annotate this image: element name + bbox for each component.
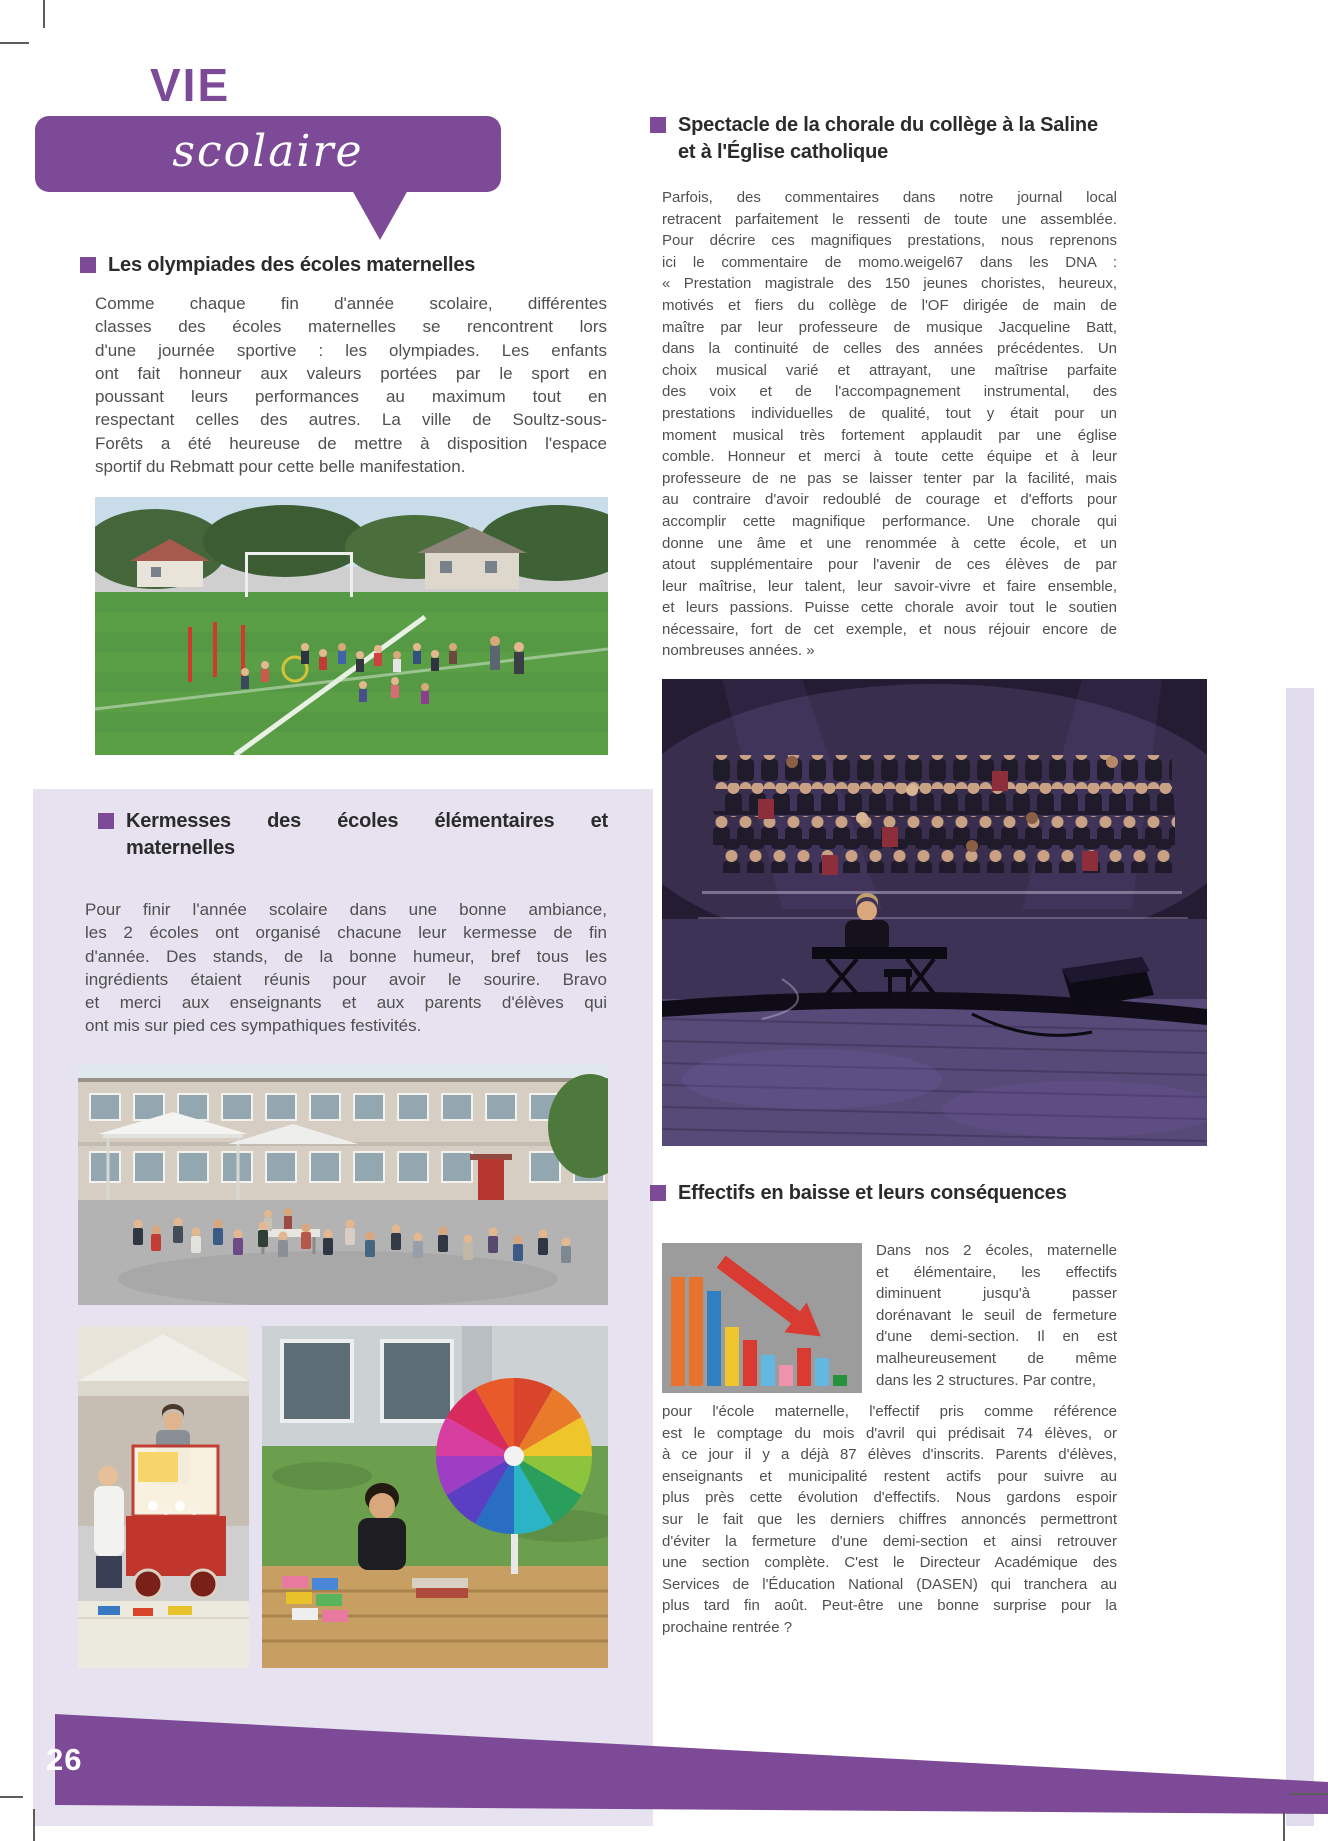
- declining-bar-chart-photo: [662, 1243, 862, 1393]
- paragraph-line: Pour décrire ces magnifiques prestations, nous reprenons: [662, 232, 1117, 250]
- paragraph-line: poussant leurs performances au maximum tout en: [95, 387, 607, 407]
- square-bullet-icon: [80, 257, 96, 273]
- paragraph-line: et merci aux enseignants et aux parents d'élèves qui: [85, 993, 607, 1013]
- heading-olympiades-label: Les olympiades des écoles maternelles: [108, 254, 476, 276]
- chorale-paragraph: [662, 187, 1117, 662]
- crop-mark-bottom-left-v: [33, 1809, 35, 1841]
- page-number: 26: [46, 1742, 83, 1777]
- popcorn-cart: [126, 1446, 226, 1598]
- seated-woman: [358, 1483, 406, 1570]
- square-bullet-icon: [650, 1185, 666, 1201]
- paragraph-line: choix musical varié et attrayant, une maîtrise parfaite: [662, 361, 1117, 379]
- paragraph-line: au contraire d'avoir redoublé de courage et d'efforts pour: [662, 491, 1117, 509]
- crop-mark-bottom-right-v: [1283, 1812, 1285, 1841]
- paragraph-line: Parfois, des commentaires dans notre journal local: [662, 189, 1117, 206]
- paragraph-line: ont mis sur pied ces sympathiques festivités.: [85, 1016, 422, 1036]
- choir-rows: [707, 755, 1179, 875]
- category-banner-label: scolaire: [172, 125, 364, 177]
- square-bullet-icon: [650, 117, 666, 133]
- paragraph-line: une section complète. C'est le Directeur Académique des: [662, 1554, 1117, 1572]
- heading-olympiades: [80, 252, 600, 279]
- paragraph-line: ingrédients étaient réunis pour avoir le sourire. Bravo: [85, 969, 607, 989]
- paragraph-line: dans la continuité de celles des années précédentes. Un: [662, 340, 1117, 358]
- paragraph-line: respectant celles des autres. La ville de Soultz-sous-: [95, 410, 607, 430]
- paragraph-line: dorénavant le seuil de fermeture: [876, 1306, 1117, 1324]
- paragraph-line: classes des écoles maternelles se rencontrent lors: [95, 317, 607, 337]
- heading-kermesses-line1: Kermesses des écoles élémentaires et: [126, 810, 608, 832]
- paragraph-line: pour l'école maternelle, l'effectif pris comme référence: [662, 1403, 1117, 1420]
- heading-chorale-line2: et à l'Église catholique: [678, 141, 889, 163]
- paragraph-line: atout supplémentaire pour l'avenir de ces élèves de par: [662, 556, 1117, 574]
- paragraph-line: les 2 écoles ont organisé chacune leur kermesse de fin: [85, 923, 607, 943]
- category-banner: [35, 116, 501, 192]
- square-bullet-icon: [98, 813, 114, 829]
- kermesses-paragraph: [85, 898, 607, 1038]
- heading-kermesses-line2: maternelles: [126, 837, 235, 859]
- paragraph-line: retracent parfaitement le ressenti de toute une assemblée.: [662, 210, 1117, 228]
- paragraph-line: moment musical très fortement applaudit par une église: [662, 426, 1117, 444]
- heading-kermesses-label: [126, 808, 608, 862]
- photo-kermesse-popcorn: [78, 1326, 249, 1668]
- paragraph-line: prestations individuelles de qualité, tout y était pour un: [662, 404, 1117, 422]
- heading-chorale: [650, 112, 1120, 166]
- crop-mark-bottom-right-h: [1290, 1793, 1328, 1795]
- photo-school-graphic: [78, 1064, 608, 1305]
- crop-mark-top-left-h: [0, 42, 29, 44]
- paragraph-line: est le comptage du mois d'avril qui prédisait 74 élèves, or: [662, 1424, 1117, 1442]
- paragraph-line: donne une âme et une renommée à cette école, et un: [662, 534, 1117, 552]
- olympiades-paragraph: [95, 292, 607, 478]
- paragraph-line: motivés et fiers du collège de l'OF dirigée de main de: [662, 296, 1117, 314]
- right-page-bleed-strip: [1286, 688, 1314, 1826]
- heading-effectifs: [650, 1180, 1120, 1207]
- effectifs-paragraph: [662, 1240, 1117, 1639]
- bar-chart-graphic: [662, 1243, 862, 1393]
- paragraph-line: accomplir cette magnifique performance. Une chorale qui: [662, 512, 1117, 530]
- paragraph-line: professeure de ne pas se laisser tenter par la facilité, mais: [662, 469, 1117, 487]
- photo-olympiades-graphic: [95, 497, 608, 755]
- paragraph-line: sur le fait que les derniers chiffres annoncés permettront: [662, 1510, 1117, 1528]
- paragraph-line: diminuent jusqu'à passer: [876, 1285, 1117, 1303]
- photo-popcorn-graphic: [78, 1326, 249, 1668]
- paragraph-line: enseignants et municipalité restent actifs pour suivre au: [662, 1467, 1117, 1485]
- photo-chorale-graphic: [662, 679, 1207, 1146]
- heading-effectifs-label: Effectifs en baisse et leurs conséquences: [678, 1182, 1067, 1204]
- photo-olympiades: [95, 497, 608, 755]
- paragraph-line: plus tard fin août. Peut-être une bonne surprise pour la: [662, 1597, 1117, 1615]
- heading-chorale-label: [678, 112, 1098, 166]
- paragraph-line: d'une journée sportive : les olympiades. Les enfants: [95, 340, 607, 360]
- paragraph-line: plus près cette évolution d'effectifs. Nous gardons espoir: [662, 1489, 1117, 1507]
- section-kicker: VIE: [150, 59, 231, 111]
- paragraph-line: comble. Honneur et merci à toute cette équipe et à leur: [662, 448, 1117, 466]
- paragraph-line: Services de l'Éducation National (DASEN) qui tranchera au: [662, 1575, 1117, 1593]
- paragraph-line: Forêts a été heureuse de mettre à disposition l'espace: [95, 433, 607, 453]
- paragraph-line: leur maîtrise, leur talent, leur savoir-vivre et faire ensemble,: [662, 577, 1117, 595]
- paragraph-line: maître par leur professeure de musique Jacqueline Batt,: [662, 318, 1117, 336]
- paragraph-line: et leurs passions. Puisse cette chorale avoir tout le soutien: [662, 599, 1117, 617]
- paragraph-line: Pour finir l'année scolaire dans une bonne ambiance,: [85, 900, 607, 919]
- paragraph-line: d'une demi-section. Il en est: [876, 1328, 1117, 1346]
- paragraph-line: « Prestation magistrale des 150 jeunes choristes, heureux,: [662, 275, 1117, 293]
- heading-chorale-line1: Spectacle de la chorale du collège à la Saline: [678, 114, 1098, 136]
- paragraph-line: des voix et de l'accompagnement instrumental, des: [662, 383, 1117, 401]
- photo-kermesse-school: [78, 1064, 608, 1305]
- paragraph-line: ont fait honneur aux valeurs portées par le sport en: [95, 363, 607, 383]
- banner-tail-icon: [352, 190, 408, 240]
- paragraph-line: sportif du Rebmatt pour cette belle manifestation.: [95, 457, 466, 477]
- photo-wheel-graphic: [262, 1326, 608, 1668]
- paragraph-line: et élémentaire, les effectifs: [876, 1263, 1117, 1281]
- paragraph-line: nombreuses années. »: [662, 642, 815, 660]
- heading-kermesses: [98, 808, 608, 862]
- effectifs-lines-full-width: [662, 1401, 1117, 1639]
- paragraph-line: d'éviter la fermeture d'une demi-section et ainsi retrouver: [662, 1532, 1117, 1550]
- paragraph-line: Dans nos 2 écoles, maternelle: [876, 1242, 1117, 1259]
- paragraph-line: nécessaire, fort de cet exemple, et nous réjouir encore de: [662, 620, 1117, 638]
- paragraph-line: prochaine rentrée ?: [662, 1618, 793, 1636]
- paragraph-line: à ce jour il y a déjà 87 élèves d'inscrits. Parents d'élèves,: [662, 1446, 1117, 1464]
- crop-mark-top-left-v: [43, 0, 45, 28]
- paragraph-line: d'année. Des stands, de la bonne humeur, bref tous les: [85, 946, 607, 966]
- paragraph-line: Comme chaque fin d'année scolaire, différentes: [95, 294, 607, 313]
- paragraph-line: malheureusement de même: [876, 1349, 1117, 1367]
- photo-chorale: [662, 679, 1207, 1146]
- photo-kermesse-wheel: [262, 1326, 608, 1668]
- paragraph-line: dans les 2 structures. Par contre,: [876, 1371, 1097, 1389]
- paragraph-line: ici le commentaire de momo.weigel67 dans les DNA :: [662, 253, 1117, 271]
- footer-band: [0, 1700, 1328, 1841]
